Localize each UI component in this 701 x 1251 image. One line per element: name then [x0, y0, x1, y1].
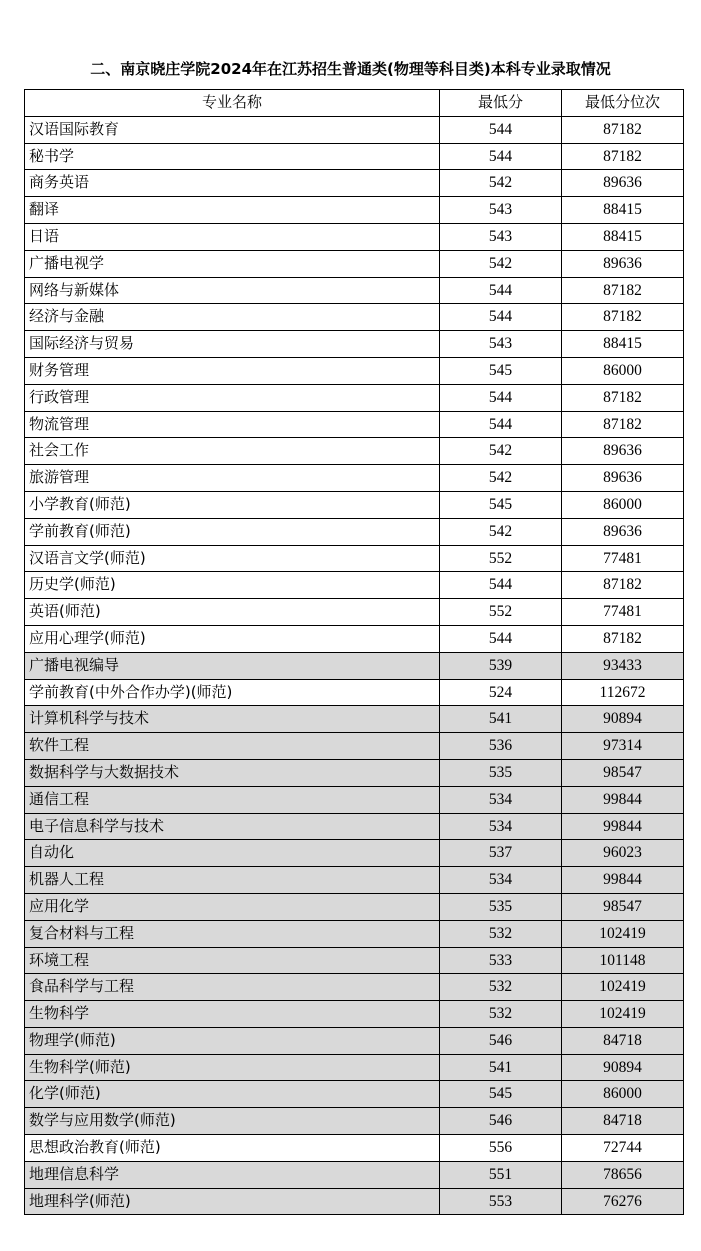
min-rank-cell: 84718 — [562, 1027, 684, 1054]
min-score-cell: 545 — [440, 491, 562, 518]
min-rank-cell: 87182 — [562, 572, 684, 599]
table-row — [25, 357, 684, 384]
min-score-cell: 542 — [440, 250, 562, 277]
min-score-cell: 532 — [440, 1001, 562, 1028]
min-score-cell: 546 — [440, 1027, 562, 1054]
min-score-cell: 524 — [440, 679, 562, 706]
table-row — [25, 170, 684, 197]
min-rank-cell: 89636 — [562, 170, 684, 197]
table-row — [25, 465, 684, 492]
min-rank-cell: 86000 — [562, 357, 684, 384]
min-score-cell: 535 — [440, 759, 562, 786]
major-name-cell: 自动化 — [25, 840, 440, 867]
min-score-cell: 533 — [440, 947, 562, 974]
major-name-cell: 环境工程 — [25, 947, 440, 974]
table-row — [25, 759, 684, 786]
major-name-cell: 历史学(师范) — [25, 572, 440, 599]
min-score-cell: 535 — [440, 893, 562, 920]
table-body — [25, 116, 684, 1215]
major-name-cell: 旅游管理 — [25, 465, 440, 492]
min-score-cell: 542 — [440, 518, 562, 545]
min-rank-cell: 89636 — [562, 465, 684, 492]
major-name-cell: 电子信息科学与技术 — [25, 813, 440, 840]
min-rank-cell: 112672 — [562, 679, 684, 706]
min-score-cell: 532 — [440, 974, 562, 1001]
min-rank-cell: 87182 — [562, 277, 684, 304]
min-score-cell: 539 — [440, 652, 562, 679]
table-row — [25, 867, 684, 894]
min-rank-cell: 89636 — [562, 250, 684, 277]
table-row — [25, 545, 684, 572]
major-name-cell: 机器人工程 — [25, 867, 440, 894]
min-rank-cell: 87182 — [562, 625, 684, 652]
major-name-cell: 数据科学与大数据技术 — [25, 759, 440, 786]
min-rank-cell: 77481 — [562, 545, 684, 572]
table-row — [25, 304, 684, 331]
table-row — [25, 679, 684, 706]
min-rank-cell: 102419 — [562, 974, 684, 1001]
table-row — [25, 1188, 684, 1215]
header-min-rank: 最低分位次 — [562, 90, 684, 117]
table-row — [25, 920, 684, 947]
table-row — [25, 116, 684, 143]
min-rank-cell: 87182 — [562, 143, 684, 170]
table-row — [25, 974, 684, 1001]
major-name-cell: 日语 — [25, 223, 440, 250]
major-name-cell: 思想政治教育(师范) — [25, 1135, 440, 1162]
min-rank-cell: 97314 — [562, 733, 684, 760]
min-rank-cell: 86000 — [562, 491, 684, 518]
major-name-cell: 应用化学 — [25, 893, 440, 920]
major-name-cell: 社会工作 — [25, 438, 440, 465]
min-rank-cell: 99844 — [562, 813, 684, 840]
table-row — [25, 1001, 684, 1028]
major-name-cell: 生物科学(师范) — [25, 1054, 440, 1081]
major-name-cell: 广播电视学 — [25, 250, 440, 277]
min-score-cell: 544 — [440, 116, 562, 143]
min-rank-cell: 77481 — [562, 599, 684, 626]
table-row — [25, 1027, 684, 1054]
min-score-cell: 536 — [440, 733, 562, 760]
min-score-cell: 551 — [440, 1161, 562, 1188]
min-rank-cell: 101148 — [562, 947, 684, 974]
major-name-cell: 化学(师范) — [25, 1081, 440, 1108]
min-score-cell: 545 — [440, 1081, 562, 1108]
major-name-cell: 英语(师范) — [25, 599, 440, 626]
min-score-cell: 544 — [440, 572, 562, 599]
table-header-row — [25, 90, 684, 117]
min-score-cell: 544 — [440, 143, 562, 170]
major-name-cell: 学前教育(师范) — [25, 518, 440, 545]
table-row — [25, 1054, 684, 1081]
table-row — [25, 786, 684, 813]
table-row — [25, 572, 684, 599]
min-rank-cell: 84718 — [562, 1108, 684, 1135]
min-score-cell: 544 — [440, 625, 562, 652]
min-score-cell: 537 — [440, 840, 562, 867]
min-score-cell: 532 — [440, 920, 562, 947]
min-rank-cell: 93433 — [562, 652, 684, 679]
min-rank-cell: 87182 — [562, 304, 684, 331]
major-name-cell: 财务管理 — [25, 357, 440, 384]
table-row — [25, 518, 684, 545]
min-score-cell: 544 — [440, 304, 562, 331]
min-rank-cell: 86000 — [562, 1081, 684, 1108]
min-rank-cell: 87182 — [562, 116, 684, 143]
major-name-cell: 软件工程 — [25, 733, 440, 760]
table-row — [25, 625, 684, 652]
major-name-cell: 行政管理 — [25, 384, 440, 411]
major-name-cell: 网络与新媒体 — [25, 277, 440, 304]
min-rank-cell: 88415 — [562, 331, 684, 358]
table-row — [25, 1135, 684, 1162]
table-row — [25, 813, 684, 840]
min-score-cell: 544 — [440, 384, 562, 411]
min-rank-cell: 98547 — [562, 759, 684, 786]
min-score-cell: 545 — [440, 357, 562, 384]
min-rank-cell: 98547 — [562, 893, 684, 920]
major-name-cell: 物理学(师范) — [25, 1027, 440, 1054]
min-score-cell: 553 — [440, 1188, 562, 1215]
major-name-cell: 数学与应用数学(师范) — [25, 1108, 440, 1135]
table-row — [25, 331, 684, 358]
min-score-cell: 541 — [440, 1054, 562, 1081]
major-name-cell: 地理科学(师范) — [25, 1188, 440, 1215]
min-score-cell: 543 — [440, 197, 562, 224]
major-name-cell: 物流管理 — [25, 411, 440, 438]
min-rank-cell: 96023 — [562, 840, 684, 867]
min-rank-cell: 90894 — [562, 1054, 684, 1081]
table-row — [25, 706, 684, 733]
table-row — [25, 893, 684, 920]
admission-table — [24, 89, 684, 1215]
major-name-cell: 广播电视编导 — [25, 652, 440, 679]
min-rank-cell: 102419 — [562, 1001, 684, 1028]
min-rank-cell: 99844 — [562, 786, 684, 813]
min-rank-cell: 90894 — [562, 706, 684, 733]
major-name-cell: 生物科学 — [25, 1001, 440, 1028]
table-row — [25, 947, 684, 974]
min-score-cell: 534 — [440, 867, 562, 894]
table-row — [25, 733, 684, 760]
min-rank-cell: 88415 — [562, 223, 684, 250]
major-name-cell: 国际经济与贸易 — [25, 331, 440, 358]
major-name-cell: 汉语国际教育 — [25, 116, 440, 143]
min-score-cell: 543 — [440, 223, 562, 250]
major-name-cell: 学前教育(中外合作办学)(师范) — [25, 679, 440, 706]
major-name-cell: 小学教育(师范) — [25, 491, 440, 518]
table-row — [25, 411, 684, 438]
major-name-cell: 秘书学 — [25, 143, 440, 170]
min-rank-cell: 89636 — [562, 438, 684, 465]
page-title: 二、南京晓庄学院2024年在江苏招生普通类(物理等科目类)本科专业录取情况 — [90, 60, 611, 78]
table-row — [25, 223, 684, 250]
table-row — [25, 491, 684, 518]
major-name-cell: 地理信息科学 — [25, 1161, 440, 1188]
min-rank-cell: 88415 — [562, 197, 684, 224]
header-major-name: 专业名称 — [25, 90, 440, 117]
min-score-cell: 556 — [440, 1135, 562, 1162]
major-name-cell: 计算机科学与技术 — [25, 706, 440, 733]
min-rank-cell: 72744 — [562, 1135, 684, 1162]
table-row — [25, 1081, 684, 1108]
header-min-score: 最低分 — [440, 90, 562, 117]
table-row — [25, 143, 684, 170]
table-row — [25, 652, 684, 679]
min-score-cell: 546 — [440, 1108, 562, 1135]
major-name-cell: 通信工程 — [25, 786, 440, 813]
table-row — [25, 1161, 684, 1188]
major-name-cell: 应用心理学(师范) — [25, 625, 440, 652]
min-score-cell: 543 — [440, 331, 562, 358]
table-row — [25, 384, 684, 411]
table-row — [25, 840, 684, 867]
min-score-cell: 552 — [440, 599, 562, 626]
major-name-cell: 翻译 — [25, 197, 440, 224]
table-row — [25, 1108, 684, 1135]
min-score-cell: 541 — [440, 706, 562, 733]
min-score-cell: 542 — [440, 465, 562, 492]
min-rank-cell: 87182 — [562, 384, 684, 411]
min-score-cell: 544 — [440, 277, 562, 304]
min-rank-cell: 76276 — [562, 1188, 684, 1215]
min-score-cell: 534 — [440, 813, 562, 840]
min-score-cell: 534 — [440, 786, 562, 813]
major-name-cell: 复合材料与工程 — [25, 920, 440, 947]
min-score-cell: 544 — [440, 411, 562, 438]
min-rank-cell: 87182 — [562, 411, 684, 438]
min-score-cell: 542 — [440, 438, 562, 465]
min-rank-cell: 78656 — [562, 1161, 684, 1188]
major-name-cell: 商务英语 — [25, 170, 440, 197]
min-rank-cell: 89636 — [562, 518, 684, 545]
table-row — [25, 438, 684, 465]
major-name-cell: 食品科学与工程 — [25, 974, 440, 1001]
min-rank-cell: 102419 — [562, 920, 684, 947]
table-row — [25, 250, 684, 277]
min-rank-cell: 99844 — [562, 867, 684, 894]
min-score-cell: 542 — [440, 170, 562, 197]
major-name-cell: 经济与金融 — [25, 304, 440, 331]
table-row — [25, 599, 684, 626]
table-row — [25, 277, 684, 304]
min-score-cell: 552 — [440, 545, 562, 572]
table-row — [25, 197, 684, 224]
major-name-cell: 汉语言文学(师范) — [25, 545, 440, 572]
